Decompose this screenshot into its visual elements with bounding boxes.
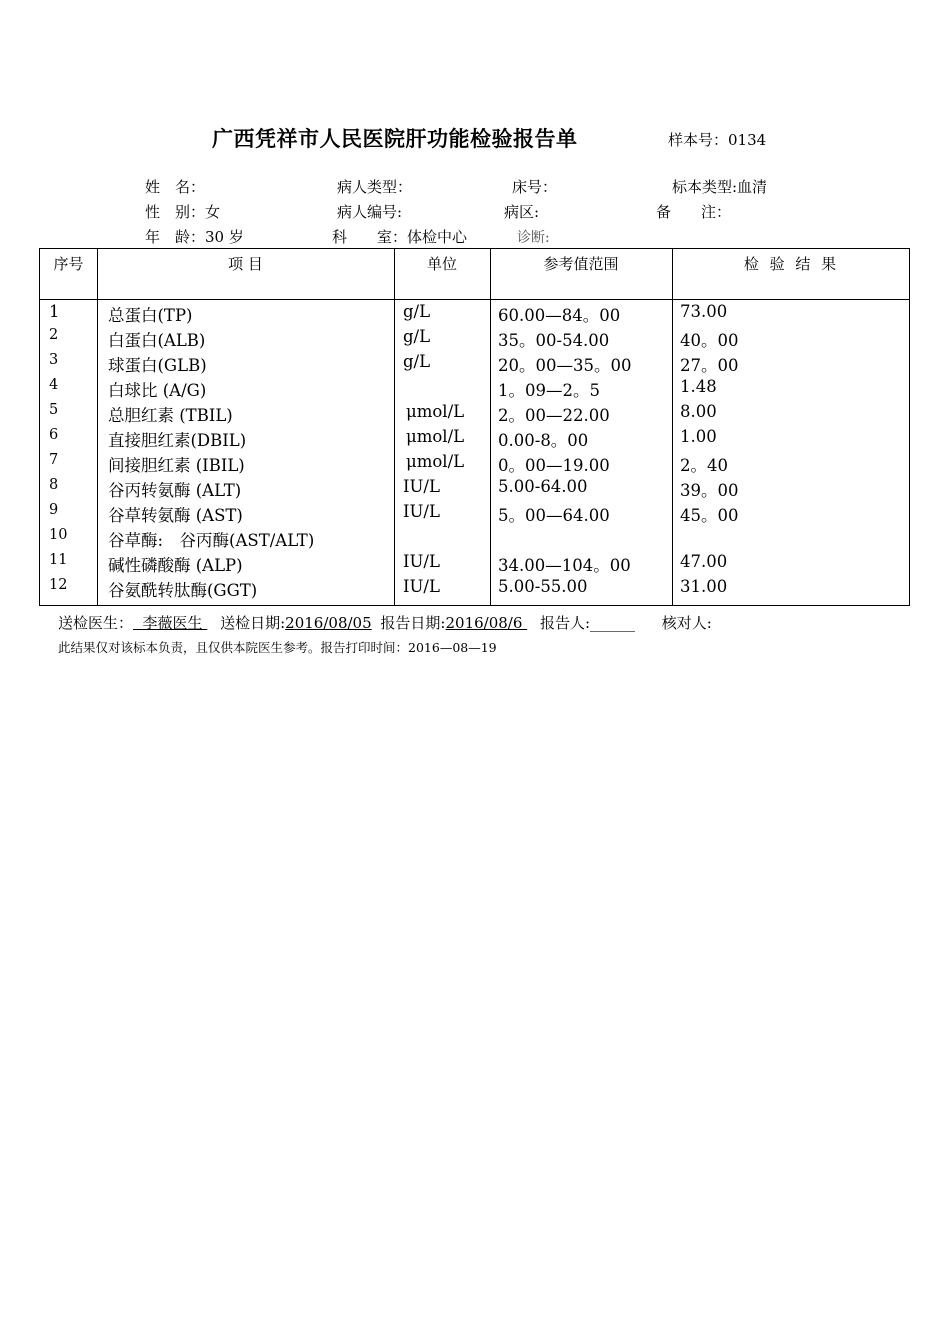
table-row	[40, 477, 909, 502]
table-row	[40, 377, 909, 402]
header-unit: 单位	[426, 255, 457, 273]
row-result: 40。00	[680, 331, 739, 350]
table-row	[40, 452, 909, 477]
row-item: 球蛋白(GLB)	[108, 356, 207, 375]
row-range: 0.00-8。00	[498, 431, 589, 450]
row-no: 2	[49, 327, 59, 343]
row-no: 12	[49, 577, 68, 593]
table-row	[40, 302, 909, 327]
row-unit: IU/L	[403, 552, 440, 571]
send-date-value: 2016/08/05	[285, 614, 372, 632]
row-item: 碱性磷酸酶 (ALP)	[108, 556, 243, 575]
ward: 病区:	[504, 203, 540, 221]
row-range: 5.00-64.00	[498, 477, 588, 496]
patient-number: 病人编号:	[337, 203, 403, 221]
row-item: 白球比 (A/G)	[108, 381, 207, 400]
bed-number: 床号：	[512, 178, 558, 196]
reporter-value: ______	[590, 614, 636, 632]
row-range: 2。00—22.00	[498, 406, 610, 425]
report-footer	[58, 612, 712, 633]
header-result: 检 验 结 果	[743, 255, 840, 273]
row-item: 总胆红素 (TBIL)	[108, 406, 233, 425]
row-range: 20。00—35。00	[498, 356, 632, 375]
row-unit: IU/L	[403, 477, 440, 496]
checker-label: 核对人:	[661, 614, 712, 632]
row-range: 5。00—64.00	[498, 506, 610, 525]
table-row	[40, 402, 909, 427]
table-row	[40, 527, 909, 552]
diagnosis: 诊断:	[517, 230, 550, 246]
row-result: 8.00	[680, 402, 717, 421]
report-date-value: 2016/08/6	[445, 614, 528, 632]
table-row	[40, 552, 909, 577]
reporter-label: 报告人:	[539, 614, 591, 632]
row-no: 10	[49, 527, 68, 543]
disclaimer-note: 此结果仅对该标本负责，且仅供本院医生参考。报告打印时间：2016—08—19	[58, 640, 497, 655]
row-item: 直接胆红素(DBIL)	[108, 431, 247, 450]
row-result: 1.00	[680, 427, 717, 446]
row-result: 73.00	[680, 302, 728, 321]
row-result: 47.00	[680, 552, 728, 571]
row-no: 3	[49, 352, 59, 368]
row-unit: g/L	[403, 302, 431, 321]
row-item: 间接胆红素 (IBIL)	[108, 456, 245, 475]
row-range: 1。09—2。5	[498, 381, 600, 400]
table-row	[40, 352, 909, 377]
row-result: 31.00	[680, 577, 728, 596]
results-table	[39, 248, 910, 606]
sample-number: 样本号：0134	[668, 131, 767, 149]
row-no: 5	[49, 402, 59, 418]
row-result: 39。00	[680, 481, 739, 500]
patient-gender: 性 别：女	[145, 203, 221, 221]
row-unit: μmol/L	[406, 402, 465, 421]
row-item: 谷丙转氨酶 (ALT)	[108, 481, 242, 500]
specimen-type: 标本类型:血清	[672, 178, 768, 196]
row-range: 60.00—84。00	[498, 306, 621, 325]
row-item: 白蛋白(ALB)	[108, 331, 206, 350]
row-range: 5.00-55.00	[498, 577, 588, 596]
patient-type: 病人类型：	[337, 178, 413, 196]
row-no: 1	[49, 302, 60, 321]
patient-name: 姓 名：	[145, 178, 206, 196]
row-unit: μmol/L	[406, 427, 465, 446]
sending-doctor-value: 李薇医生	[133, 614, 208, 632]
row-item: 谷草酶: 谷丙酶(AST/ALT)	[108, 531, 315, 550]
patient-age: 年 龄：30 岁	[145, 228, 244, 246]
send-date-label: 送检日期:	[220, 614, 286, 632]
row-no: 11	[49, 552, 68, 568]
row-no: 4	[49, 377, 59, 393]
header-divider	[40, 299, 909, 300]
row-item: 总蛋白(TP)	[108, 306, 193, 325]
row-range: 34.00—104。00	[498, 556, 631, 575]
row-unit: μmol/L	[406, 452, 465, 471]
row-range: 35。00-54.00	[498, 331, 610, 350]
row-result: 45。00	[680, 506, 739, 525]
report-title: 广西凭祥市人民医院肝功能检验报告单	[212, 126, 578, 151]
row-result: 1.48	[680, 377, 717, 396]
sending-doctor-label: 送检医生：	[58, 614, 134, 632]
row-no: 8	[49, 477, 59, 493]
table-row	[40, 327, 909, 352]
row-unit: IU/L	[403, 577, 440, 596]
row-no: 6	[49, 427, 59, 443]
row-item: 谷氨酰转肽酶(GGT)	[108, 581, 258, 600]
row-unit: IU/L	[403, 502, 440, 521]
header-range: 参考值范围	[543, 255, 619, 273]
report-date-label: 报告日期:	[380, 614, 446, 632]
header-no: 序号	[53, 255, 84, 273]
row-no: 9	[49, 502, 59, 518]
row-unit: g/L	[403, 352, 431, 371]
department: 科 室：体检中心	[332, 228, 468, 246]
table-row	[40, 427, 909, 452]
header-item: 项 目	[228, 255, 263, 273]
table-row	[40, 502, 909, 527]
row-range: 0。00—19.00	[498, 456, 610, 475]
remarks: 备 注：	[656, 203, 732, 221]
row-item: 谷草转氨酶 (AST)	[108, 506, 243, 525]
table-row	[40, 577, 909, 602]
row-no: 7	[49, 452, 59, 468]
row-unit: g/L	[403, 327, 431, 346]
row-result: 27。00	[680, 356, 739, 375]
row-result: 2。40	[680, 456, 728, 475]
